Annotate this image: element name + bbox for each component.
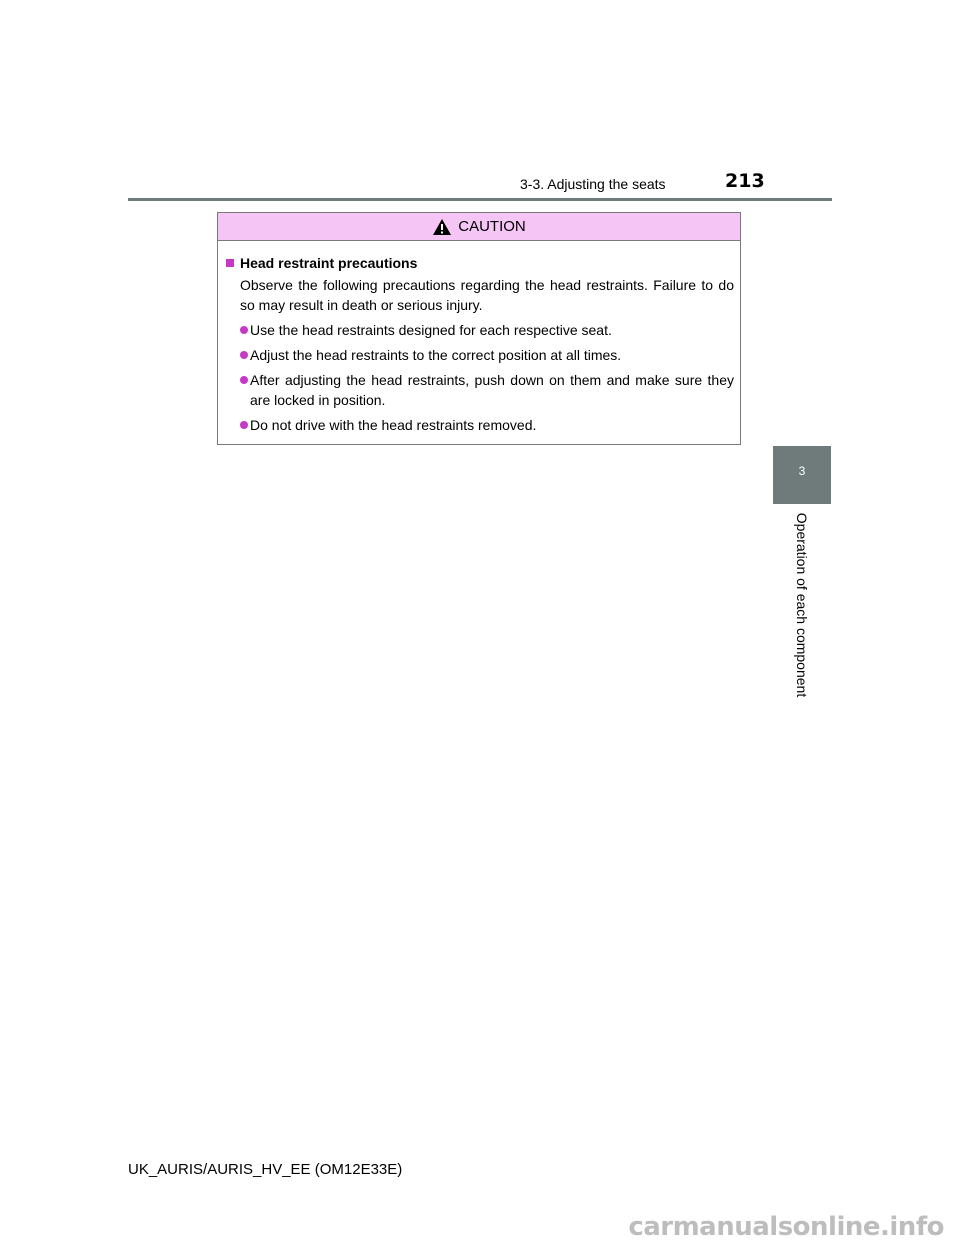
chapter-number: 3 <box>798 464 806 478</box>
list-item-text: Do not drive with the head restraints removed. <box>250 417 537 433</box>
list-item <box>226 370 734 410</box>
chapter-title: Operation of each component <box>794 512 810 698</box>
list-item-text: After adjusting the head restraints, push down on them and make sure they are locked in position. <box>250 372 734 408</box>
header-divider <box>128 198 832 201</box>
warning-triangle-icon <box>432 218 452 236</box>
round-bullet-icon <box>240 376 248 384</box>
list-item <box>226 345 734 365</box>
list-item-text: Adjust the head restraints to the correct position at all times. <box>250 347 622 363</box>
square-bullet-icon <box>226 259 234 267</box>
list-item-text: Use the head restraints designed for each respective seat. <box>250 322 612 338</box>
footer-code: UK_AURIS/AURIS_HV_EE (OM12E33E) <box>128 1161 403 1178</box>
caution-intro: Observe the following precautions regarding the head restraints. Failure to do so may result in death or serious injury. <box>240 277 734 313</box>
list-item <box>226 320 734 340</box>
round-bullet-icon <box>240 421 248 429</box>
round-bullet-icon <box>240 351 248 359</box>
caution-header <box>218 213 740 241</box>
caution-body <box>218 241 740 435</box>
watermark: carmanualsonline.info <box>628 1212 944 1242</box>
caution-section-title-text: Head restraint precautions <box>240 255 418 271</box>
caution-box <box>217 212 741 445</box>
chapter-tab[interactable] <box>773 446 831 504</box>
caution-section-title <box>226 253 734 273</box>
section-heading: 3-3. Adjusting the seats <box>520 176 666 192</box>
caution-label: CAUTION <box>458 218 526 235</box>
page-number: 213 <box>725 170 765 192</box>
list-item <box>226 415 734 435</box>
round-bullet-icon <box>240 326 248 334</box>
